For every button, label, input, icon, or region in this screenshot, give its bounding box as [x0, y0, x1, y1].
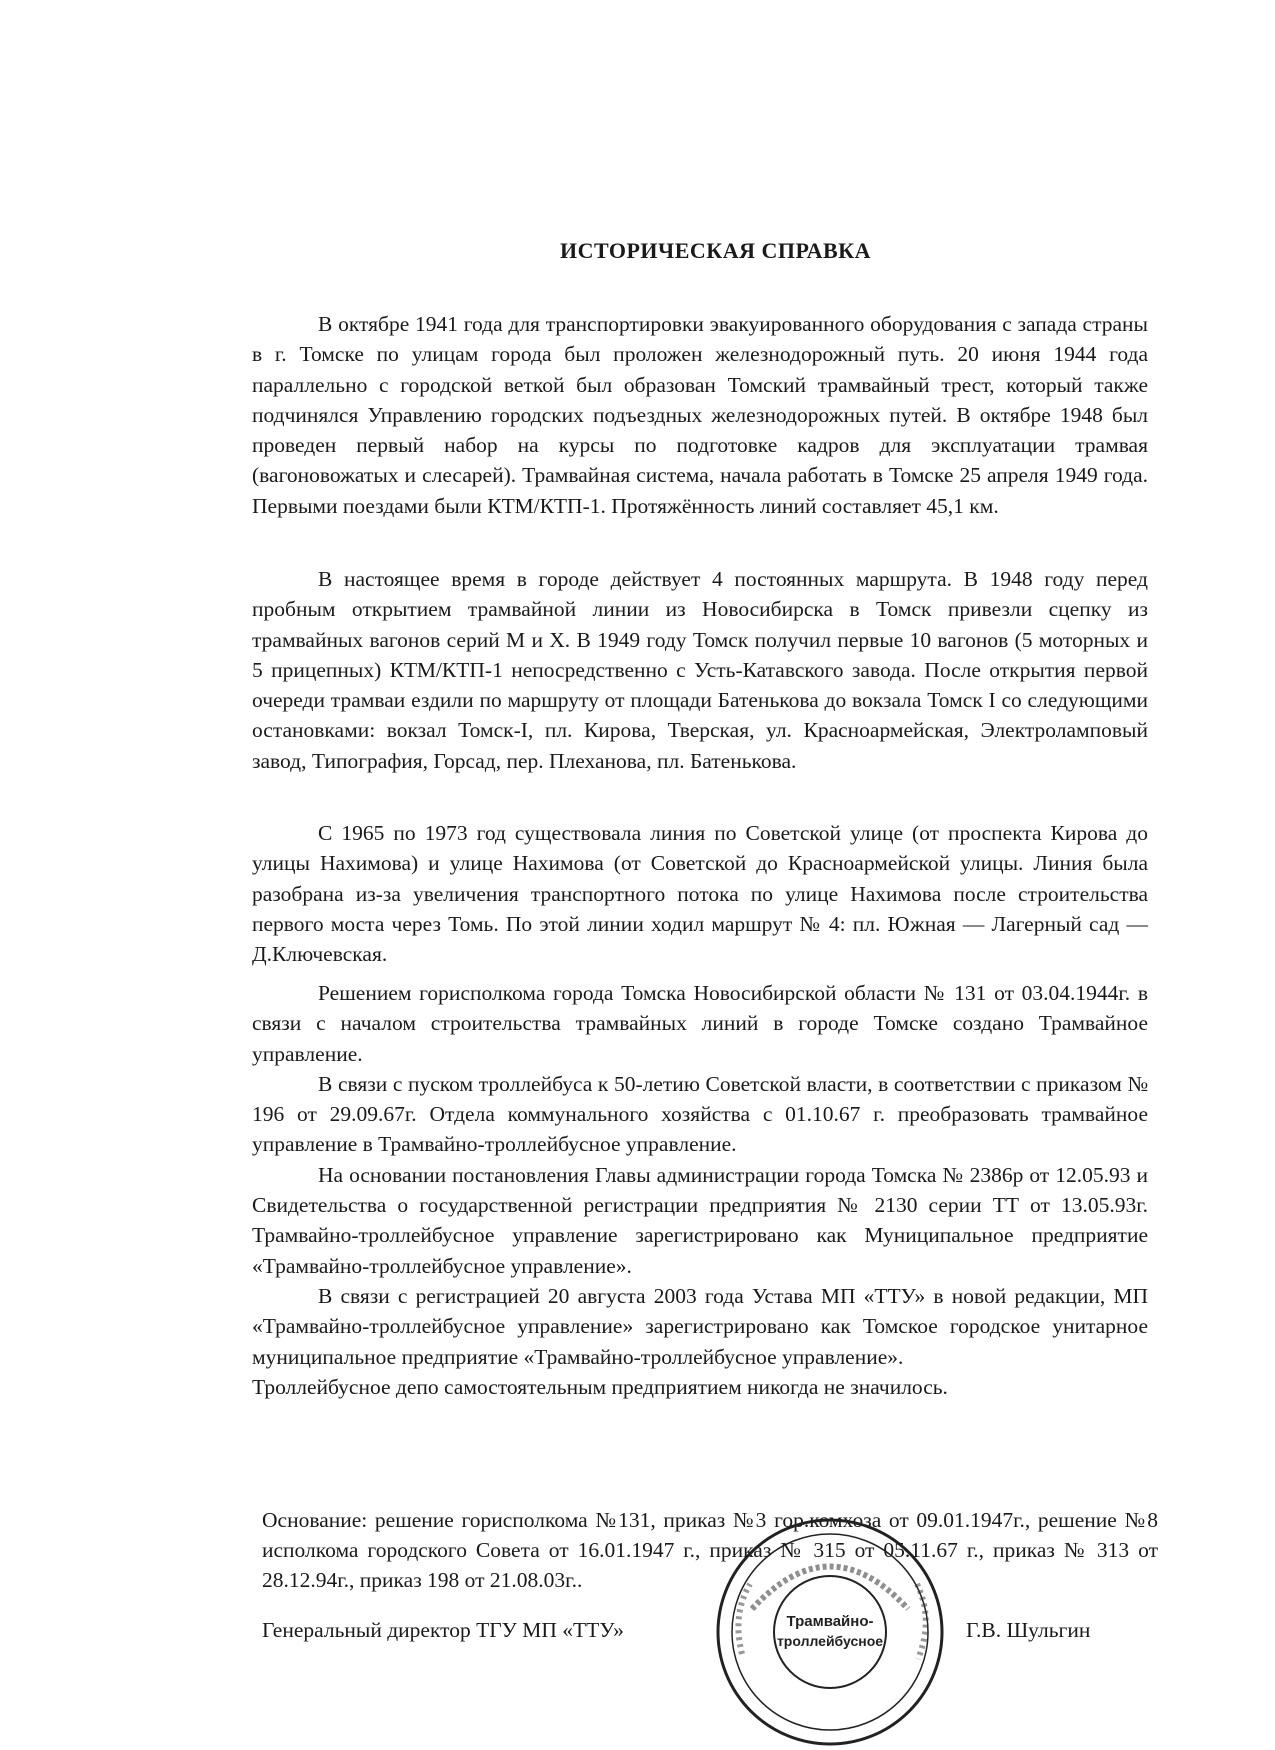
paragraph: Троллейбусное депо самостоятельным предприятием никогда не значилось. [252, 1374, 948, 1399]
paragraph: В связи с пуском троллейбуса к 50-летию Советской власти, в соответствии с приказом № 196 от 29.09.67г. Отдела коммунального хозяйства с 01.10.67 г. преобразовать трамвайное управление в Трамвайно-троллейбусное управление. [252, 1071, 1148, 1157]
paragraph-4-7-block [252, 978, 1148, 1402]
paragraph-2-block [252, 564, 1148, 776]
paragraph: В связи с регистрацией 20 августа 2003 года Устава МП «ТТУ» в новой редакции, МП «Трамвайно-троллейбусное управление» зарегистрировано как Томское городское унитарное муниципальное предприятие «Трамвайно-троллейбусное управление». [252, 1283, 1148, 1369]
paragraph: Решением горисполкома города Томска Новосибирской области № 131 от 03.04.1944г. в связи с началом строительства трамвайных линий в городе Томске создано Трамвайное управление. [252, 981, 1148, 1066]
document-title: ИСТОРИЧЕСКАЯ СПРАВКА [560, 238, 872, 263]
stamp-text-line-2: троллейбусное [776, 1633, 884, 1649]
signatory-title: Генеральный директор ТГУ МП «ТТУ» [262, 1618, 624, 1642]
paragraph: На основании постановления Главы администрации города Томска № 2386р от 12.05.93 и Свидетельства о государственной регистрации предприятия № 2130 серии ТТ от 13.05.93г. Трамвайно-троллейбусное управление зарегистрировано как Муниципальное предприятие «Трамвайно-троллейбусное управление». [252, 1162, 1148, 1278]
basis-references: Основание: решение горисполкома №131, приказ №3 гор.комхоза от 09.01.1947г., решение №8 исполкома городского Совета от 16.01.1947 г., приказ № 315 от 05.11.67 г., приказ № 313 от 28.12.94г., приказ 198 от 21.08.03г.. [262, 1508, 1158, 1592]
paragraph: С 1965 по 1973 год существовала линия по Советской улице (от проспекта Кирова до улицы Нахимова) и улице Нахимова (от Советской до Красноармейской улицы. Линия была разобрана из-за увеличения транспортного потока по улице Нахимова после строительства первого моста через Томь. По этой линии ходил маршрут № 4: пл. Южная — Лагерный сад — Д.Ключевская. [252, 821, 1148, 967]
stamp-text-line-1: Трамвайно- [786, 1613, 874, 1630]
signature-row [262, 1618, 1162, 1650]
paragraph-1-block [252, 309, 1148, 521]
paragraph-3-block [252, 818, 1148, 969]
paragraph: В настоящее время в городе действует 4 постоянных маршрута. В 1948 году перед пробным открытием трамвайной линии из Новосибирска в Томск привезли сцепку из трамвайных вагонов серий М и Х. В 1949 году Томск получил первые 10 вагонов (5 моторных и 5 прицепных) КТМ/КТП-1 непосредственно с Усть-Катавского завода. После открытия первой очереди трамваи ездили по маршруту от площади Батенькова до вокзала Томск I со следующими остановками: вокзал Томск-I, пл. Кирова, Тверская, ул. Красноармейская, Электроламповый завод, Типография, Горсад, пер. Плеханова, пл. Батенькова. [252, 567, 1148, 773]
paragraph: В октябре 1941 года для транспортировки эвакуированного оборудования с запада страны в г. Томске по улицам города был проложен железнодорожный путь. 20 июня 1944 года параллельно с городской веткой был образован Томский трамвайный трест, который также подчинялся Управлению городских подъездных железнодорожных путей. В октябре 1948 был проведен первый набор на курсы по подготовке кадров для эксплуатации трамвая (вагоновожатых и слесарей). Трамвайная система, начала работать в Томске 25 апреля 1949 года. Первыми поездами были КТМ/КТП-1. Протяжённость линий составляет 45,1 км. [252, 312, 1148, 518]
signatory-name: Г.В. Шульгин [966, 1618, 1091, 1642]
